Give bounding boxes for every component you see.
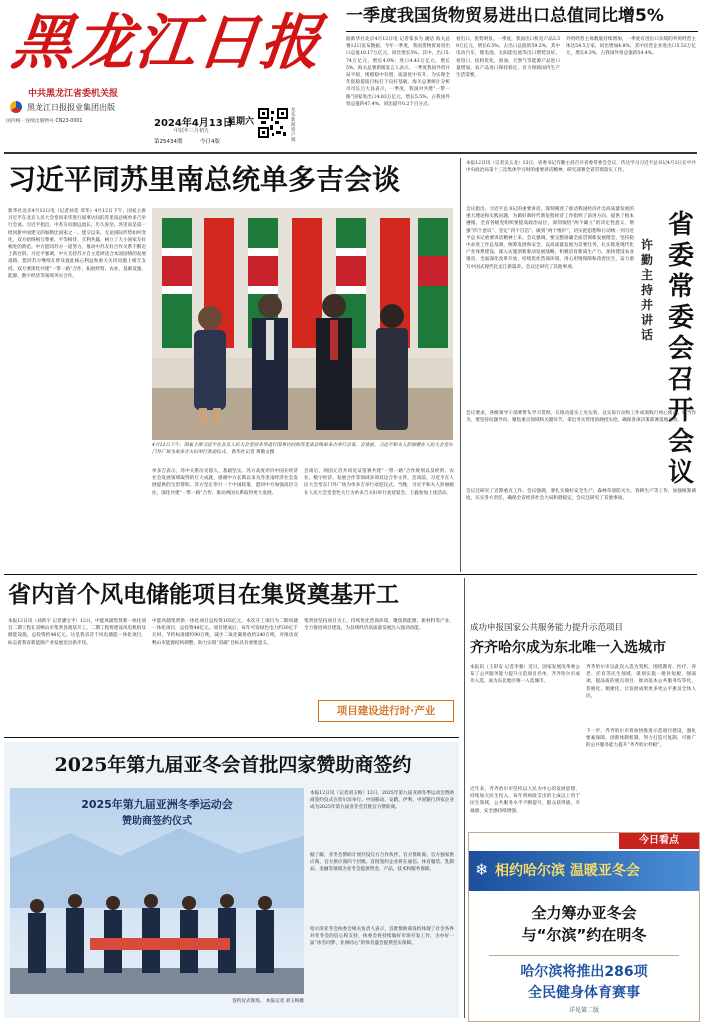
ice-banner-title: 2025年第九届亚洲冬季运动会 (81, 798, 233, 811)
sidebar-divider (460, 158, 461, 572)
sidebar-col-3: 会议还研究了近期重点工作。会议强调，要扎实做好安全生产、森林草原防灭火、春耕生产等工作，加强统筹调度，压实各方责任，确保全省经济社会大局和谐稳定。会议还研究了其他事项。 (466, 489, 696, 502)
sidebar-col-1: 会议指出，习近平总书记的重要讲话，深刻阐述了推动我国经济社会高质量发展的重大理论和实践问题，为做好新时代新征程经济工作指明了前进方向、提供了根本遵循。全省各级党组织要提高政治站位，深刻领悟“两个确立”的决定性意义，增强“四个意识”、坚定“四个自信”、做到“两个维护”，切实把思想和行动统一到习近平总书记重要讲话精神上来。会议强调，要完整准确全面贯彻新发展理念，坚持稳中求进工作总基调，统筹发展和安全，以高质量发展为首要任务，扎实推进现代化产业体系建设，深入实施创新驱动发展战略，积极培育新质生产力，加快建设农业强省，全面深化改革开放，持续优化营商环境，用心用情保障和改善民生，奋力谱写中国式现代化龙江新篇章。会议还研究了其他事项。 (466, 207, 634, 270)
publisher-logo-icon (10, 101, 22, 113)
lead-story-headline[interactable]: 习近平同苏里南总统单多吉会谈 (8, 163, 401, 196)
lead-photo-credit: 新华社记者 黄敬文摄 (231, 450, 275, 456)
bottom-right-divider (464, 578, 465, 1018)
masthead-weekday: 星期六 (227, 117, 255, 127)
service-story-kicker: 成功申报国家公共服务能力提升示范项目 (470, 623, 624, 633)
sidebar-headline[interactable]: 省委常委会召开会议 (667, 210, 694, 488)
ice-story-col-2: 据了解，亚冬会赞助计划共设官方合作伙伴、官方赞助商、官方独家供应商、官方供应商四个层级。首批签约企业将在通信、体育服装、乳制品、金融等领域为亚冬会提供资金、产品、技术和服务保障。 (310, 853, 454, 873)
sidebar-col-2: 会议要求，各级领导干部要带头学习贯彻，在推动落实上见实效，以实际行动和工作成效践行初心使命、担当作为。要坚持问题导向，聚焦重点领域和关键环节，拿出务实管用的硬招实招，确保各项决策部署落地见效。 (466, 411, 696, 424)
section-rule-1 (4, 574, 697, 575)
highlights-note: 详见第二版 (568, 1007, 599, 1014)
masthead-lunar: 甲辰年三月初五 (174, 128, 210, 134)
highlights-banner (469, 851, 699, 891)
top-story-col-3: 外贸经营主体数量持续增加，一季度有进出口实绩的外贸经营主体达54.5万家，同比增加4.8%，其中民营企业进出口5.53万亿元，增长8.3%，占我国外贸总值的54.4%。 (566, 37, 696, 57)
wind-story-col-2: 中能风储集贤新一体化项目总投资105亿元，本次开工项目为二期风储一体化项目，总投资48亿元。项目建成后，每年可发绿色电力约30亿千瓦时，节约标准煤约90万吨，减少二氧化碳排放约240万吨，对推动双鸭山市能源结构调整、助力实现“双碳”目标具有重要意义。 (152, 619, 298, 646)
ice-story-headline[interactable]: 2025年第九届亚冬会首批四家赞助商签约 (54, 754, 412, 776)
lead-story-col-3: 会谈后，两国元首共同见证签署共建“一带一路”合作规划以及经贸、农业、数字经济、发展合作等领域多项双边合作文件。会谈前，习近平在人民大会堂东门外广场为单多吉举行欢迎仪式。当晚，习近平和夫人彭丽媛在人民大会堂金色大厅为单多吉夫妇举行欢迎宴会。王毅参加上述活动。 (304, 469, 454, 496)
masthead-party-label: 中共黑龙江省委机关报 (28, 89, 119, 99)
wind-story-headline[interactable]: 省内首个风电储能项目在集贤奠基开工 (8, 582, 399, 608)
masthead-rule (4, 152, 697, 154)
lead-story-col-2: 单多吉表示，苏中关系历史悠久、基础坚实。苏方高度评价中国在经济社会发展领域取得的巨大成就，感谢中方长期以来为苏里南经济社会发展提供的宝贵帮助。苏方坚定奉行一个中国政策，愿同中方加强高层交往，深化共建“一带一路”合作，推动两国关系取得更大发展。 (152, 469, 298, 496)
snowflake-icon: ❄ (475, 860, 489, 879)
top-story-rule (346, 31, 698, 32)
highlights-label: 今日看点 (619, 833, 699, 849)
wind-story-col-1: 本报12日讯（刘新宇 记者潘宝平）12日，中能风储集贤新一体化项目二期工程在双鸭山市集贤县奠基开工。二期工程将建设风电机组及储能设施，总投资约48亿元。这是我省首个风电储能一体化项目，标志着我省新能源产业发展迈出新步伐。 (8, 619, 146, 646)
service-story-col-4: 下一步，齐齐哈尔市将加快推进示范项目建设，强化要素保障，创新体制机制，努力打造可复制、可推广的公共服务能力提升“齐齐哈尔样板”。 (586, 729, 696, 749)
masthead-issue: 第25434期 (154, 139, 183, 145)
lead-photo-caption-text: 4月12日下午，国家主席习近平在北京人民大会堂同来华进行国事访问的苏里南总统单多吉举行会谈。会谈前，习近平和夫人彭丽媛在人民大会堂东门外广场为单多吉夫妇举行欢迎仪式。 (152, 443, 453, 456)
wind-story-col-3: 集贤县坚持项目为王，持续优化营商环境，聚焦新能源、新材料等产业，全力推进项目建设，为县域经济高质量发展注入强劲动能。 (304, 619, 454, 632)
service-story-col-3: 近年来，齐齐哈尔市坚持以人民为中心的发展思想，持续加大民生投入，每年将财政支出的七成以上用于民生领域，公共服务水平不断提升，群众获得感、幸福感、安全感持续增强。 (470, 787, 580, 814)
ice-caption-credit: 本报记者 刘玉梅摄 (265, 999, 304, 1004)
highlights-box[interactable] (468, 832, 700, 1022)
ice-banner-subtitle: 赞助商签约仪式 (122, 816, 192, 827)
ice-caption-text: 签约仪式现场。 (232, 999, 265, 1004)
ice-story-col-1: 本报12日讯（记者刘玉梅）12日，2025年第九届亚洲冬季运动会赞助商签约仪式在哈尔滨举行。中国移动、安踏、伊利、中国银行四家企业成为2025年第九届亚冬会首批官方赞助商。 (310, 791, 454, 811)
highlights-banner-text: 相约哈尔滨 温暖亚冬会 (495, 863, 640, 879)
lead-photo-caption (152, 442, 453, 464)
highlight-item-1-line-2[interactable]: 与“尔滨”约在明冬 (521, 926, 647, 944)
highlights-divider (489, 955, 679, 956)
top-story-col-2: 看出口，优势明显。一季度，我国出口机电产品3.39万亿元，增长6.5%，占出口总值的59.2%，其中电动汽车、锂电池、太阳能电池等出口增势良好。看进口，结构优化，原油、天然气等能源产品进口量增加，农产品进口保持稳定，有力保障国内生产生活需要。 (456, 37, 560, 79)
masthead (0, 0, 701, 150)
masthead-title: 黑龙江日报 (8, 8, 326, 78)
service-story-headline[interactable]: 齐齐哈尔成为东北唯一入选城市 (470, 640, 666, 656)
highlight-item-1-line-1[interactable]: 全力筹办亚冬会 (531, 904, 637, 922)
sidebar-intro: 本报12日讯（记者吴玉龙）12日，省委书记许勤主持召开省委常委会会议，传达学习习近平总书记4月2日在中共中央政治局第十三次集体学习时的重要讲话精神，研究部署全省贯彻落实工作。 (466, 161, 696, 174)
ice-photo-caption (10, 998, 304, 1012)
top-story-headline[interactable]: 一季度我国货物贸易进出口总值同比增5% (346, 6, 664, 26)
masthead-cn-number: 国内统一连续出版物号 CN23-0001 (6, 119, 83, 124)
project-column-badge[interactable]: 项目建设进行时·产业 (318, 700, 454, 722)
highlight-item-2-line-1[interactable]: 哈尔滨将推出286项 (520, 964, 648, 980)
masthead-pages: 今日4版 (200, 139, 220, 145)
masthead-publisher: 黑龙江日报报业集团出版 (27, 103, 115, 112)
ice-photo (10, 788, 304, 994)
sidebar-subhead: 许勤主持并讲话 (640, 238, 653, 342)
qr-code-icon[interactable] (258, 108, 288, 138)
service-story-col-2: 齐齐哈尔市以此次入选为契机，围绕教育、医疗、养老、托育等民生领域，谋划实施一批补短板、强弱项、提品质的重点项目，推动基本公共服务均等化、普惠化、便捷化，让发展成果更多更公平惠及全体人民。 (586, 665, 696, 699)
highlight-item-2-line-2[interactable]: 全民健身体育赛事 (528, 985, 640, 1001)
lead-photo (152, 208, 453, 440)
top-story-col-1: 据新华社北京4月12日电 记者邹多为 潘洁 海关总署12日发布数据，今年一季度，我国货物贸易进出口总值10.17万亿元，同比增长5%。其中，出口5.74万亿元，增长4.9%；进口4.43万亿元，增长5%。海关总署新闻发言人表示，一季度我国外贸开局平稳，规模稳中有增，质量优中有升，为实现全年促稳提质目标打下良好基础。海关总署统计分析司司长吕大良表示，一季度，我国对共建“一带一路”国家进出口4.83万亿元，增长5.5%，占我国外贸总值的47.4%，同比提升0.2个百分点。 (346, 37, 450, 107)
section-rule-2 (4, 737, 459, 738)
lead-story-col-1: 新华社北京4月12日电（记者孙奕 邓华）4月12日下午，国家主席习近平在北京人民大会堂同来华进行国事访问的苏里南总统单多吉举行会谈。习近平指出，中苏友谊源远流长、历久弥坚。苏里南是第一批同新中国建交的加勒比国家之一。建交以来，无论国际形势如何变化，双方始终相互尊重、平等相待、互利共赢，树立了大小国家友好相处的典范。中方愿同苏方一道努力，推动中苏友好合作关系不断迈上新台阶。习近平强调，中方支持苏方自主选择适合本国国情的发展道路，愿同苏方继续在涉及彼此核心利益和重大关切问题上相互支持。双方要深化共建“一带一路”合作，拓展经贸、农业、基础设施、能源、数字经济等领域务实合作。 (8, 209, 146, 279)
ice-story-col-3: 哈尔滨亚冬会执委会相关负责人表示，首批赞助商签约体现了社会各界对亚冬会的信心和支持，执委会将持续做好市场开发工作，为办好一届“冰雪同梦、亚洲同心”的体育盛会提供坚实保障。 (310, 927, 454, 947)
qr-code-label: 龙头新闻客户端 (291, 108, 296, 143)
service-story-col-1: 本报讯（王彩安 记者李强）近日，国家发展改革委公布了公共服务能力提升示范项目名单，齐齐哈尔市成功入选，成为东北地区唯一入选城市。 (470, 665, 580, 685)
masthead-date: 2024年4月13日 (154, 118, 233, 129)
